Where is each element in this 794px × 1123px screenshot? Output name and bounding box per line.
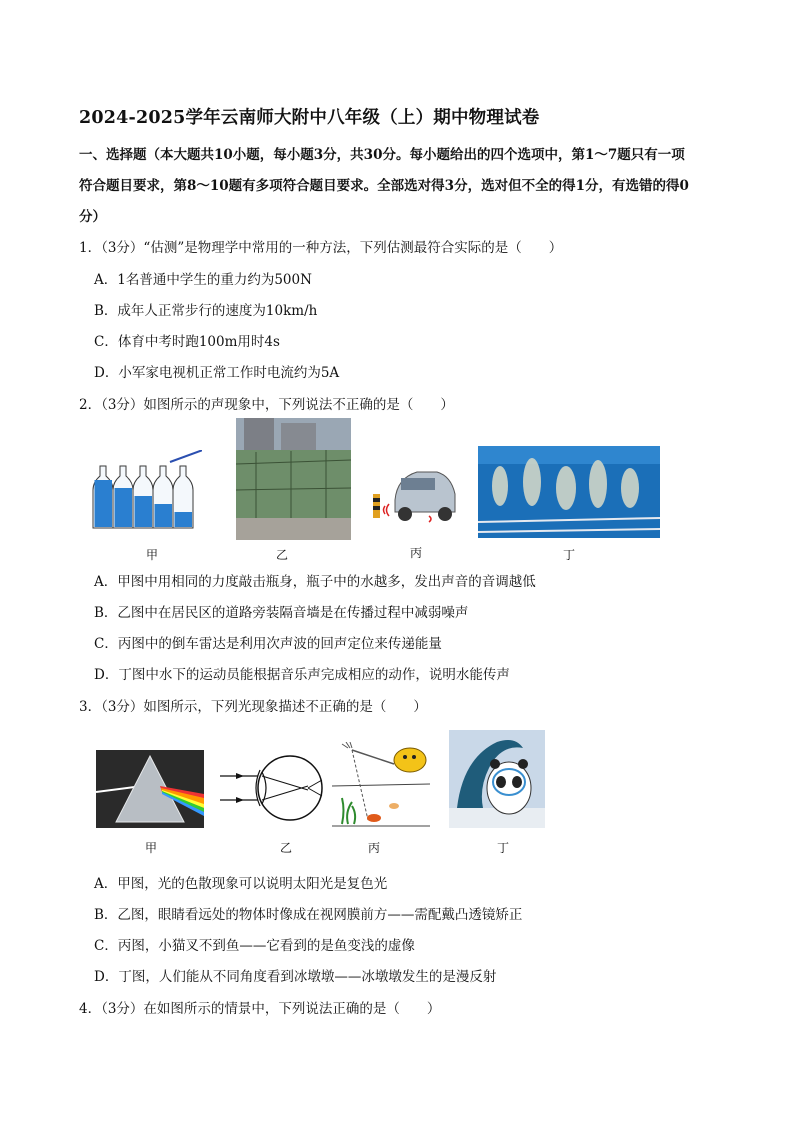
question-1-option-c: C．体育中考时跑100m用时4s — [94, 334, 280, 350]
question-2-option-d: D．丁图中水下的运动员能根据音乐声完成相应的动作，说明水能传声 — [94, 667, 510, 683]
question-2-option-b: B．乙图中在居民区的道路旁装隔音墙是在传播过程中减弱噪声 — [94, 605, 469, 621]
question-4-stem: 4．（3分）在如图所示的情景中，下列说法正确的是（ ） — [79, 1001, 441, 1017]
cat-fishing-figure — [332, 742, 430, 828]
section-heading-line-2: 符合题目要求，第8～10题有多项符合题目要求。全部选对得3分，选对但不全的得1分，有选错的得0 — [79, 178, 689, 194]
swimmers-figure — [478, 446, 660, 538]
figure-caption-q2-a: 甲 — [146, 548, 159, 562]
section-heading-line-3: 分） — [79, 209, 106, 225]
question-3-option-d: D．丁图，人们能从不同角度看到冰墩墩——冰墩墩发生的是漫反射 — [94, 969, 497, 985]
figure-caption-q3-a: 甲 — [145, 841, 158, 855]
question-1-option-a: A．1名普通中学生的重力约为500N — [94, 272, 312, 288]
figure-caption-q3-d: 丁 — [497, 841, 510, 855]
section-heading-line-1: 一、选择题（本大题共10小题，每小题3分，共30分。每小题给出的四个选项中，第1～7题只有一项 — [79, 147, 685, 163]
prism-figure — [96, 750, 204, 828]
question-3-stem: 3．（3分）如图所示，下列光现象描述不正确的是（ ） — [79, 699, 427, 715]
question-1-option-b: B．成年人正常步行的速度为10km/h — [94, 303, 318, 319]
question-2-option-a: A．甲图中用相同的力度敲击瓶身，瓶子中的水越多，发出声音的音调越低 — [94, 574, 536, 590]
figure-caption-q2-b: 乙 — [276, 548, 289, 562]
question-3-option-a: A．甲图，光的色散现象可以说明太阳光是复色光 — [94, 876, 388, 892]
question-3-option-c: C．丙图，小猫叉不到鱼——它看到的是鱼变浅的虚像 — [94, 938, 415, 954]
question-1-stem: 1．（3分）“估测”是物理学中常用的一种方法，下列估测最符合实际的是（ ） — [79, 240, 563, 256]
bing-dwen-dwen-figure — [449, 730, 545, 828]
question-1-option-d: D．小军家电视机正常工作时电流约为5A — [94, 365, 340, 381]
figure-caption-q3-c: 丙 — [368, 841, 381, 855]
figure-caption-q3-b: 乙 — [280, 841, 293, 855]
figure-caption-q2-c: 丙 — [410, 546, 423, 560]
page-title: 2024-2025学年云南师大附中八年级（上）期中物理试卷 — [79, 108, 540, 128]
sound-barrier-figure — [236, 418, 351, 540]
question-3-option-b: B．乙图，眼睛看远处的物体时像成在视网膜前方——需配戴凸透镜矫正 — [94, 907, 523, 923]
bottles-figure — [92, 450, 202, 532]
question-2-stem: 2．（3分）如图所示的声现象中，下列说法不正确的是（ ） — [79, 397, 454, 413]
reversing-radar-figure — [365, 460, 460, 526]
figure-caption-q2-d: 丁 — [563, 548, 576, 562]
question-2-option-c: C．丙图中的倒车雷达是利用次声波的回声定位来传递能量 — [94, 636, 442, 652]
eye-diagram-figure — [218, 750, 330, 826]
